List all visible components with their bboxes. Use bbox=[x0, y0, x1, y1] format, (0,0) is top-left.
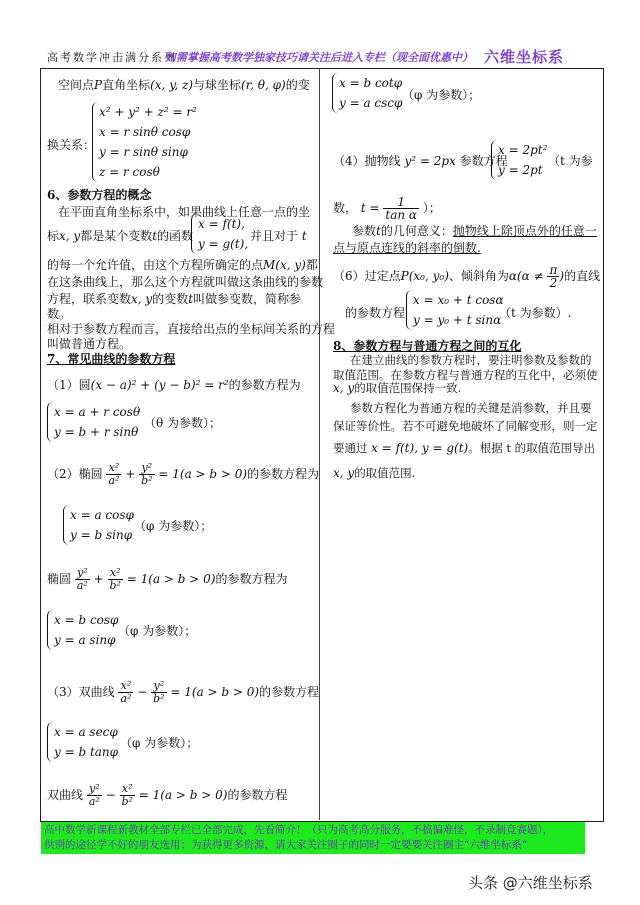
geo-meaning: 参数t的几何意义：抛物线上除顶点外的任意一 bbox=[352, 224, 597, 238]
promo-banner[interactable]: 如需掌握高考数学独家技巧请关注后进入专栏（现全面优惠中） bbox=[165, 51, 473, 64]
circle-system: x = a + r cosθ y = b + r sinθ bbox=[47, 402, 140, 442]
parabola-param: （t 为参 bbox=[548, 154, 593, 168]
para-8-line7: x, y的取值范围. bbox=[333, 466, 416, 480]
circle-line: （1）圆(x − a)² + (y − b)² = r²的参数方程为 bbox=[47, 378, 301, 392]
hyperbola2-system: x = b cotφ y = a cscφ bbox=[332, 73, 402, 113]
ellipse1-line: （2）椭圆 $\frac{\text{x²}}{\text{a²}}$ + $\frac{\text{y²}}{\text{b²}}$ = 1(a > b > 0)的参数方程为 bbox=[47, 461, 320, 487]
para-6-line2: 标x, y都是某个变数t的函数 bbox=[47, 229, 194, 243]
footer-line-2: 供别的途径学不好的朋友选用；为获得更多资源，请大家关注圈子的同时一定要要关注圈主“六维坐标系” bbox=[44, 839, 528, 851]
relation-label: 换关系： bbox=[47, 138, 96, 152]
circle-param: （θ 为参数）； bbox=[144, 416, 222, 430]
sphere-system: x² + y² + z² = r² x = r sinθ cosφ y = r sinθ sinφ z = r cosθ bbox=[92, 102, 197, 182]
line-param-lead: 的参数方程 bbox=[345, 306, 406, 320]
hyperbola2-line: 双曲线 $\frac{\text{y²}}{\text{a²}}$ − $\frac{\text{x²}}{\text{b²}}$ = 1(a > b > 0)的参数方程 bbox=[47, 782, 288, 808]
ellipse2-line: 椭圆 $\frac{\text{y²}}{\text{a²}}$ + $\frac{\text{x²}}{\text{b²}}$ = 1(a > b > 0)的参数方程为 bbox=[47, 566, 288, 592]
section-8-title: 8、参数方程与普通方程之间的互化 bbox=[333, 339, 522, 353]
line-param: （t 为参数）. bbox=[499, 306, 572, 320]
para-6-line2-tail: 并且对于 t bbox=[250, 229, 307, 243]
line-system: x = x₀ + t cosα y = y₀ + t sinα bbox=[406, 290, 504, 330]
intro-line: 空间点P直角坐标(x, y, z)与球坐标(r, θ, φ)的变 bbox=[58, 78, 310, 92]
parabola-line: （4）抛物线 y² = 2px 参数方程 bbox=[333, 154, 508, 168]
hyperbola2-param: （φ 为参数）； bbox=[402, 88, 481, 102]
para-6-line4: 在这条曲线上，那么这个方程就叫做这条曲线的参数 bbox=[47, 275, 324, 289]
para-6-line8: 叫做普通方程。 bbox=[47, 337, 132, 351]
para-6-line1: 在平面直角坐标系中，如果曲线上任意一点的坐 bbox=[58, 205, 311, 219]
hyperbola1-param: （φ 为参数）； bbox=[120, 736, 199, 750]
para-8-line3: x, y的取值范围保持一致. bbox=[333, 381, 462, 395]
para-8-line5: 保证等价性。若不可避免地破坏了同解变形，则一定 bbox=[333, 419, 598, 433]
column-divider bbox=[319, 68, 320, 820]
footer-line-1: 高中数学新课程新教材全部专栏已全部完成，先看简介！（只为高考高分服务，不搞偏难怪，不录制竞赛题）， bbox=[44, 824, 554, 836]
para-6-line5: 方程，联系变数x, y的变数t叫做参变数，简称参 bbox=[47, 292, 302, 306]
parabola-param-cont: 数， t = $\frac{1}{\text{tan α}}$ ）； bbox=[333, 195, 441, 222]
brand-name: 六维坐标系 bbox=[484, 48, 565, 66]
ellipse1-param: （φ 为参数）； bbox=[134, 519, 213, 533]
para-6-line7: 相对于参数方程而言，直接给出点的坐标间关系的方程 bbox=[47, 322, 336, 336]
hyperbola1-system: x = a secφ y = b tanφ bbox=[47, 722, 118, 762]
series-title: 高考数学冲击满分系列 bbox=[47, 51, 177, 64]
footer-notice[interactable] bbox=[41, 822, 585, 854]
para-8-line1: 在建立曲线的参数方程时，要注明参数及参数的 bbox=[350, 353, 592, 367]
hyperbola1-line: （3）双曲线 $\frac{\text{x²}}{\text{a²}}$ − $\frac{\text{y²}}{\text{b²}}$ = 1(a > b > 0)的参数方程 bbox=[47, 679, 320, 705]
function-system: x = f(t), y = g(t), bbox=[191, 214, 248, 254]
section-6-title: 6、参数方程的概念 bbox=[47, 188, 152, 202]
para-8-line6: 要通过 x = f(t), y = g(t)。根据 t 的取值范围导出 bbox=[333, 441, 596, 455]
ellipse2-param: （φ 为参数）； bbox=[118, 624, 197, 638]
section-7-title: 7、常见曲线的参数方程 bbox=[47, 352, 176, 366]
para-8-line2: 取值范围。在参数方程与普通方程的互化中，必须使 bbox=[333, 368, 598, 382]
para-8-line4: 参数方程化为普通方程的关键是消参数，并且要 bbox=[350, 401, 592, 415]
ellipse1-system: x = a cosφ y = b sinφ bbox=[63, 505, 134, 545]
line-param-head: （6）过定点P(x₀, y₀)、倾斜角为α(α ≠ $\frac{\pi}{2}$ )的直线 bbox=[333, 263, 601, 290]
watermark: 头条 @六维坐标系 bbox=[468, 874, 593, 892]
para-6-line6: 数。 bbox=[47, 307, 72, 321]
para-6-line3: 的每一个允许值，由这个方程所确定的点M(x, y)都 bbox=[47, 258, 318, 272]
parabola-system: x = 2pt² y = 2pt bbox=[491, 140, 547, 180]
geo-meaning-cont: 点与原点连线的斜率的倒数. bbox=[333, 241, 481, 255]
ellipse2-system: x = b cosφ y = a sinφ bbox=[47, 610, 118, 650]
